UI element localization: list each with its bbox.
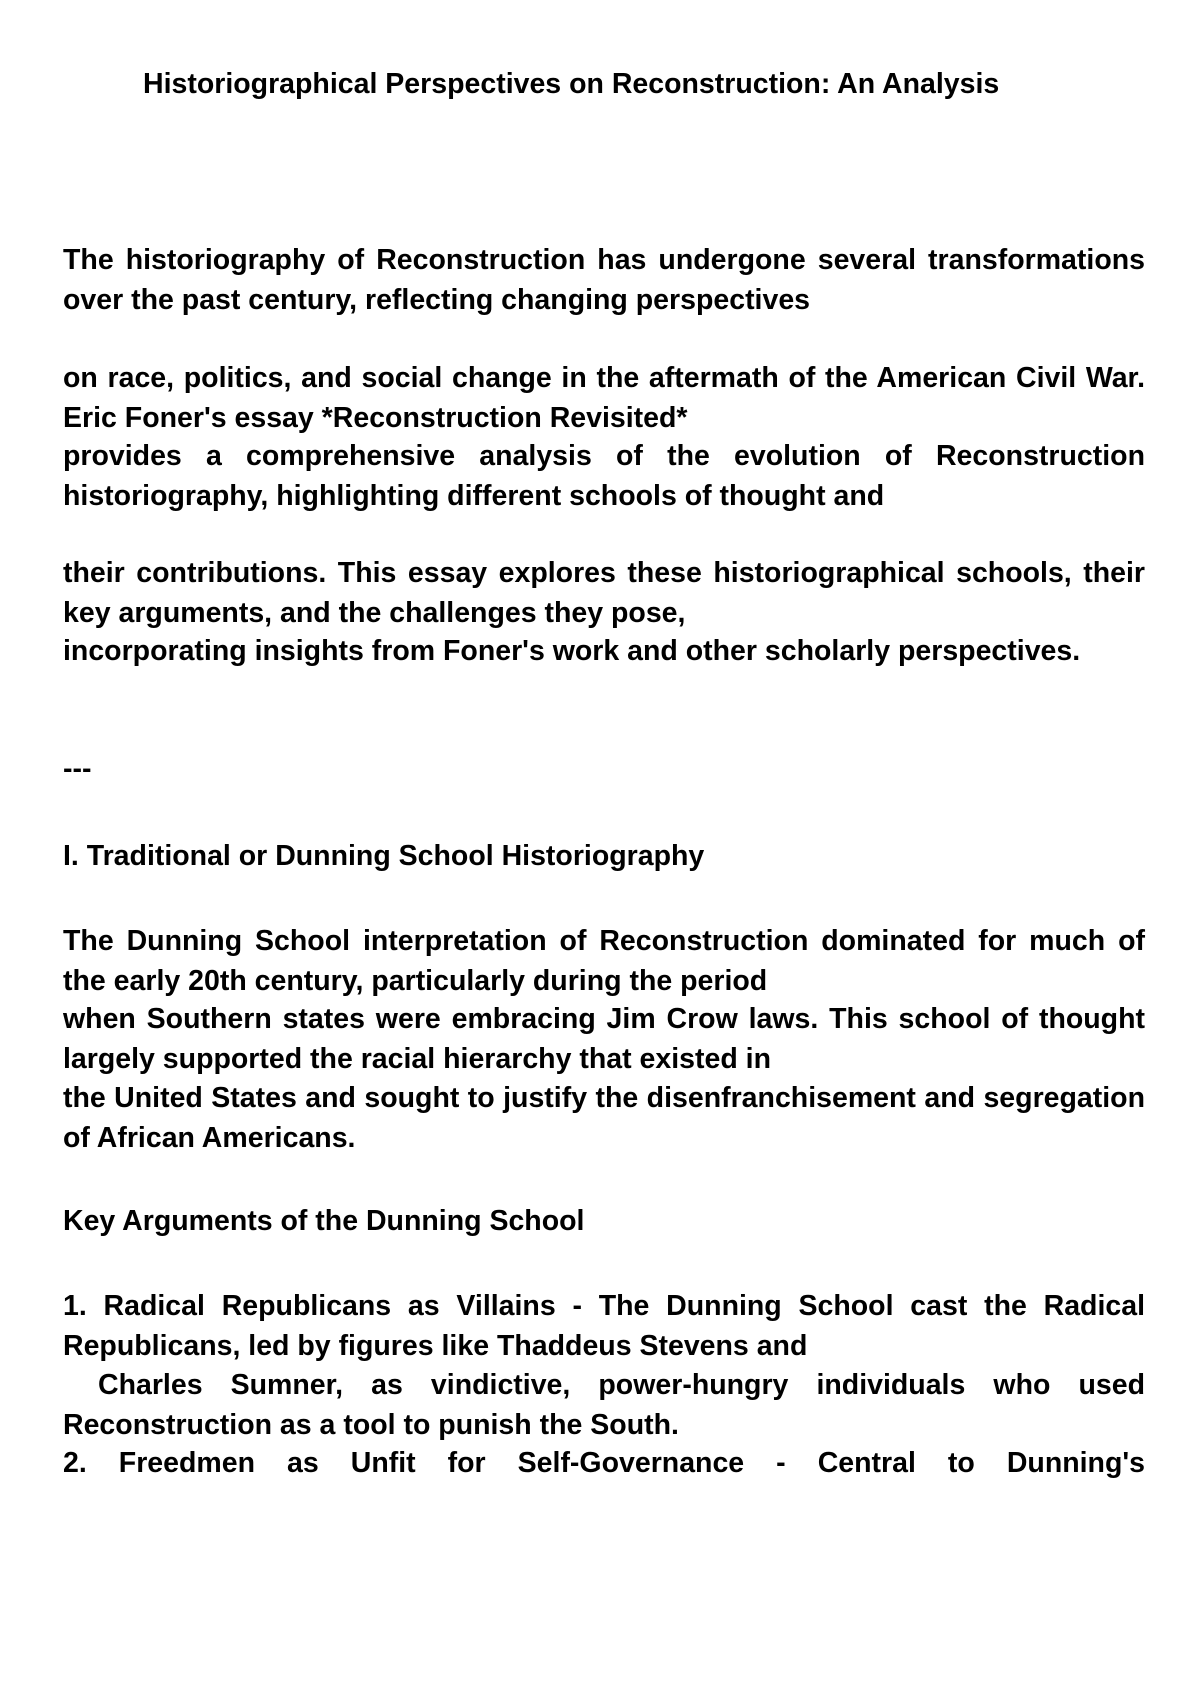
dunning-paragraph-3: the United States and sought to justify the disenfranchisement and segregation of African Americans. bbox=[63, 1082, 1145, 1154]
list-item-2-line-1: 2. Freedmen as Unfit for Self-Governance - Central to Dunning's bbox=[63, 1447, 1145, 1479]
list-item-1-line-2: Charles Sumner, as vindictive, power-hungry individuals who used Reconstruction as a tool to punish the South. bbox=[63, 1369, 1145, 1441]
section-heading: I. Traditional or Dunning School Historiography bbox=[63, 840, 705, 872]
intro-paragraph-4: their contributions. This essay explores these historiographical schools, their key arguments, and the challenges they pose, bbox=[63, 557, 1145, 629]
intro-paragraph-1: The historiography of Reconstruction has undergone several transformations over the past century, reflecting changing perspectives bbox=[63, 244, 1145, 316]
dunning-paragraph-1: The Dunning School interpretation of Reconstruction dominated for much of the early 20th century, particularly during the period bbox=[63, 925, 1145, 997]
document-title: Historiographical Perspectives on Reconstruction: An Analysis bbox=[143, 68, 1000, 100]
dunning-paragraph-2: when Southern states were embracing Jim Crow laws. This school of thought largely supported the racial hierarchy that existed in bbox=[63, 1003, 1145, 1075]
section-divider: --- bbox=[63, 753, 92, 785]
key-arguments-heading: Key Arguments of the Dunning School bbox=[63, 1205, 585, 1237]
list-item-1-line-1: 1. Radical Republicans as Villains - The Dunning School cast the Radical Republicans, led by figures like Thaddeus Stevens and bbox=[63, 1290, 1145, 1362]
intro-paragraph-2: on race, politics, and social change in the aftermath of the American Civil War. Eric Foner's essay *Reconstruction Revisited* bbox=[63, 362, 1145, 434]
intro-paragraph-5: incorporating insights from Foner's work and other scholarly perspectives. bbox=[63, 635, 1081, 667]
intro-paragraph-3: provides a comprehensive analysis of the evolution of Reconstruction historiography, highlighting different schools of thought and bbox=[63, 440, 1145, 512]
